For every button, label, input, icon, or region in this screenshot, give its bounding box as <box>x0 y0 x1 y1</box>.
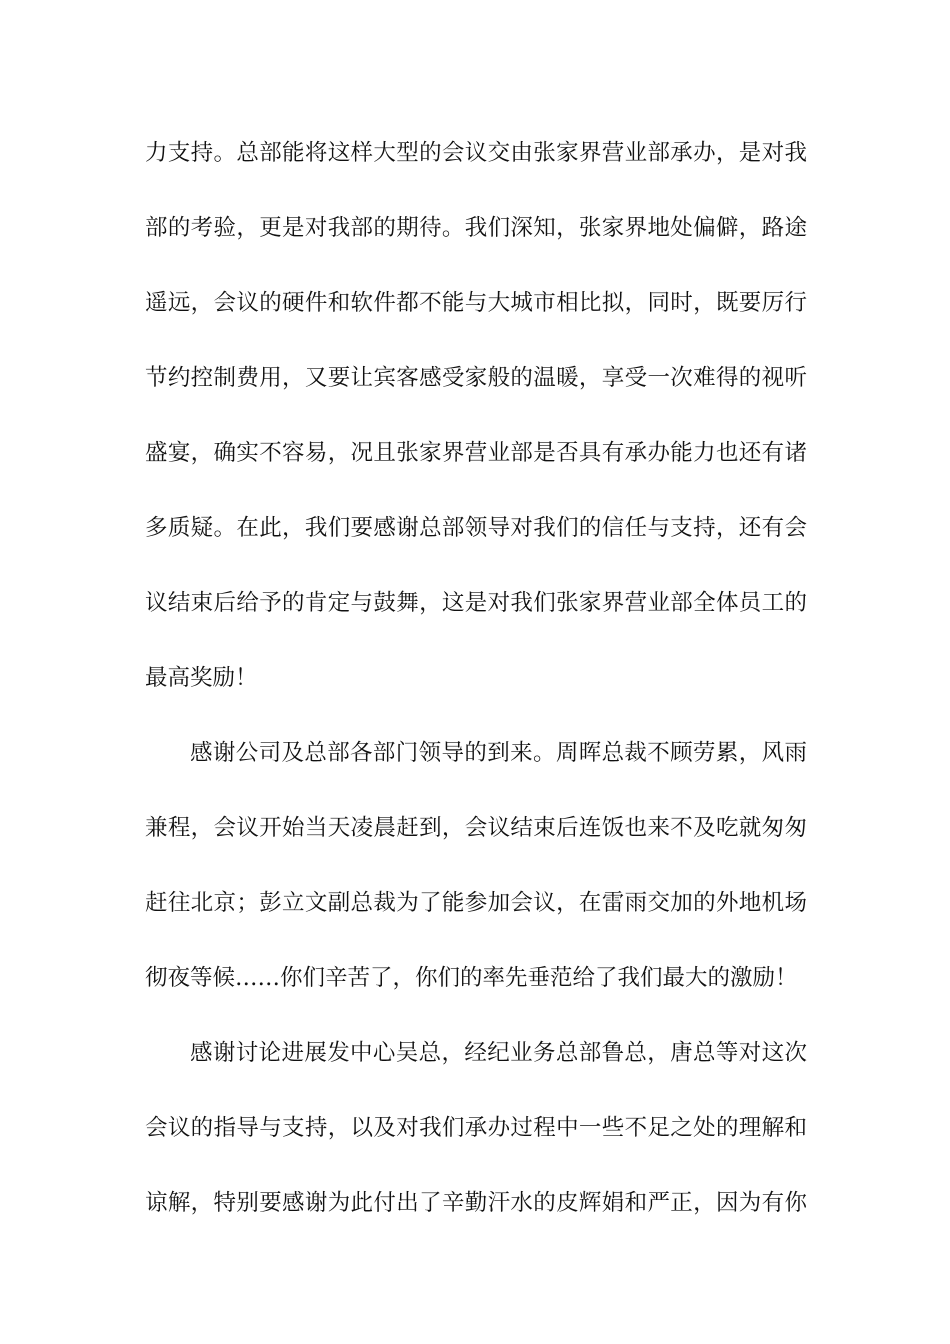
text-line: 赶往北京；彭立文副总裁为了能参加会议，在雷雨交加的外地机场 <box>145 890 807 916</box>
document-body <box>145 128 807 1253</box>
text-line: 谅解，特别要感谢为此付出了辛勤汗水的皮辉娟和严正，因为有你 <box>145 1190 807 1216</box>
text-line: 感谢公司及总部各部门领导的到来。周晖总裁不顾劳累，风雨 <box>190 740 807 766</box>
text-line: 力支持。总部能将这样大型的会议交由张家界营业部承办，是对我 <box>145 140 807 166</box>
text-line: 会议的指导与支持，以及对我们承办过程中一些不足之处的理解和 <box>145 1115 807 1141</box>
text-line: 盛宴，确实不容易，况且张家界营业部是否具有承办能力也还有诸 <box>145 440 807 466</box>
text-line: 节约控制费用，又要让宾客感受家般的温暖，享受一次难得的视听 <box>145 365 807 391</box>
text-line: 最高奖励！ <box>145 665 258 691</box>
text-line: 感谢讨论进展发中心吴总，经纪业务总部鲁总，唐总等对这次 <box>190 1040 807 1066</box>
text-line: 部的考验，更是对我部的期待。我们深知，张家界地处偏僻，路途 <box>145 215 807 241</box>
text-line: 多质疑。在此，我们要感谢总部领导对我们的信任与支持，还有会 <box>145 515 807 541</box>
text-line: 遥远，会议的硬件和软件都不能与大城市相比拟，同时，既要厉行 <box>145 290 807 316</box>
text-line: 彻夜等候……你们辛苦了，你们的率先垂范给了我们最大的激励！ <box>145 965 798 991</box>
text-line: 议结束后给予的肯定与鼓舞，这是对我们张家界营业部全体员工的 <box>145 590 807 616</box>
text-line: 兼程，会议开始当天凌晨赶到，会议结束后连饭也来不及吃就匆匆 <box>145 815 807 841</box>
